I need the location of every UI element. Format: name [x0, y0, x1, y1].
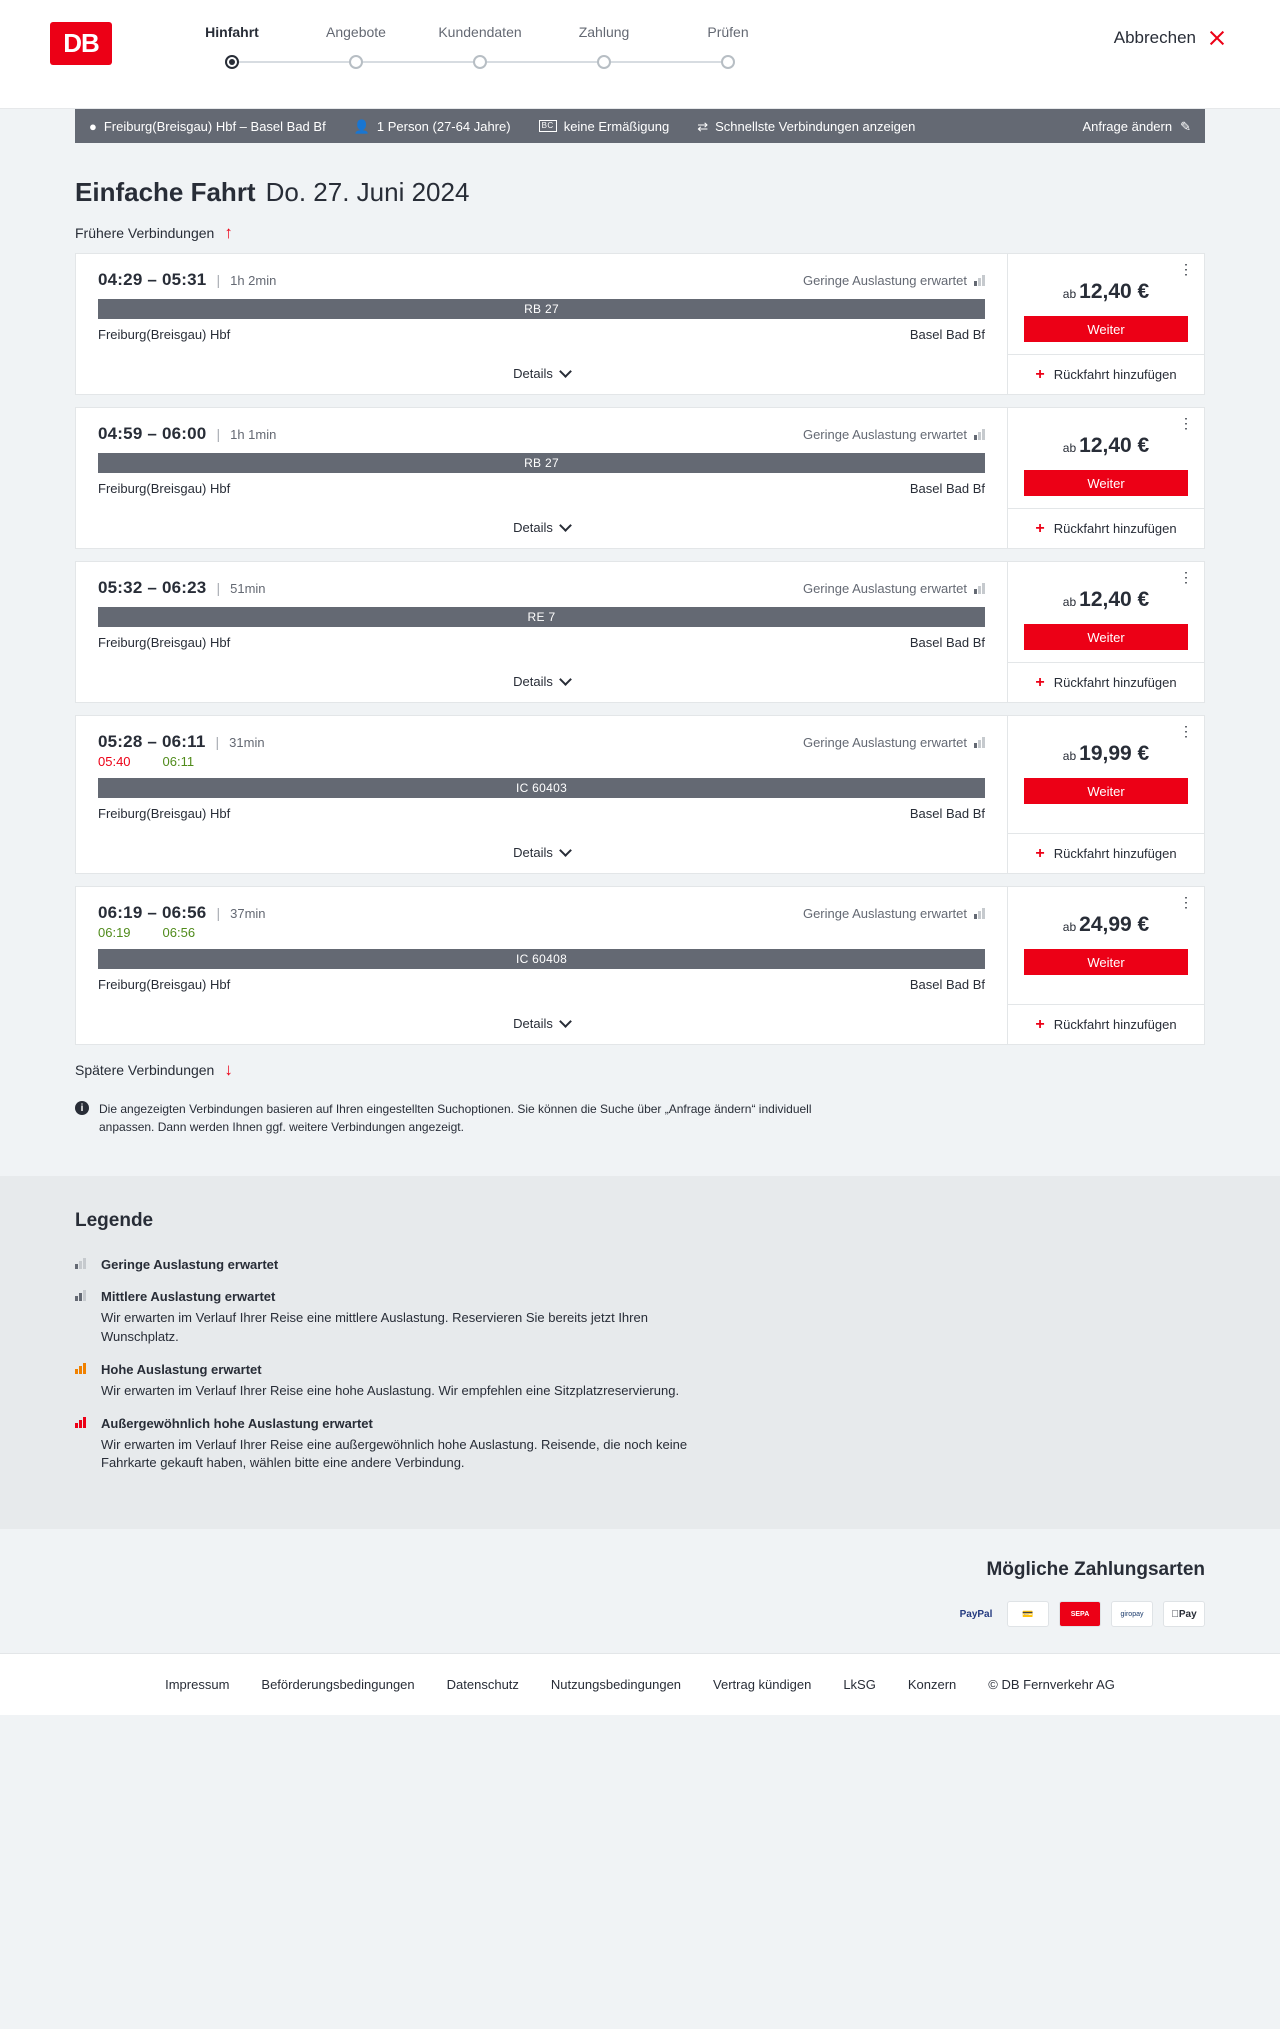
utilization-bars-icon — [974, 583, 985, 594]
legend-item-mid — [75, 1288, 1205, 1347]
chevron-down-icon — [559, 1015, 572, 1028]
plus-icon: + — [1035, 519, 1045, 537]
price — [1024, 913, 1188, 937]
step-dot-icon — [721, 55, 735, 69]
step-hinfahrt[interactable] — [170, 24, 294, 70]
connection-time: 05:32 – 06:23 — [98, 578, 207, 597]
legend-item-title: Hohe Auslastung erwartet — [101, 1361, 262, 1377]
connection-time: 04:59 – 06:00 — [98, 424, 207, 443]
delay-info — [98, 925, 985, 940]
edit-search-label: Anfrage ändern — [1082, 118, 1173, 134]
connection-actions — [1008, 716, 1204, 873]
details-label: Details — [513, 519, 553, 535]
details-toggle[interactable] — [98, 660, 985, 702]
giropay-icon — [1111, 1601, 1153, 1627]
destination-station: Basel Bad Bf — [909, 327, 985, 342]
chevron-down-icon — [559, 365, 572, 378]
price-prefix: ab — [1062, 441, 1077, 455]
db-logo: DB — [50, 22, 112, 65]
utilization-label: Geringe Auslastung erwartet — [802, 905, 967, 921]
continue-button[interactable]: Weiter — [1024, 778, 1188, 804]
step-kundendaten[interactable] — [418, 24, 542, 70]
legend-item-very-high — [75, 1415, 1205, 1474]
utilization-indicator — [803, 273, 985, 288]
origin-station: Freiburg(Breisgau) Hbf — [98, 806, 231, 821]
add-return-trip-button[interactable] — [1008, 354, 1204, 394]
utilization-bars-icon — [974, 275, 985, 286]
utilization-label: Geringe Auslastung erwartet — [802, 580, 967, 596]
add-return-trip-label: Rückfahrt hinzufügen — [1053, 675, 1177, 690]
connection-details — [76, 562, 1008, 702]
add-return-trip-button[interactable] — [1008, 1004, 1204, 1044]
connection-card[interactable] — [75, 561, 1205, 703]
arrow-up-icon: ↑ — [224, 223, 233, 242]
connection-details — [76, 408, 1008, 548]
step-angebote[interactable] — [294, 24, 418, 70]
actual-departure-time: 06:19 — [98, 925, 131, 940]
origin-station: Freiburg(Breisgau) Hbf — [98, 977, 231, 992]
divider: | — [215, 734, 220, 750]
more-options-icon[interactable]: ⋮ — [1179, 261, 1193, 277]
train-line-badge: IC 60403 — [98, 778, 985, 798]
train-line-badge: RE 7 — [98, 607, 985, 627]
add-return-trip-label: Rückfahrt hinzufügen — [1053, 846, 1177, 861]
legend-item-title: Mittlere Auslastung erwartet — [101, 1289, 276, 1304]
checkout-stepper — [170, 24, 790, 70]
price-prefix: ab — [1062, 920, 1077, 934]
connection-card[interactable] — [75, 715, 1205, 874]
more-options-icon[interactable]: ⋮ — [1179, 894, 1193, 910]
price-prefix: ab — [1062, 749, 1077, 763]
continue-button[interactable]: Weiter — [1024, 949, 1188, 975]
app-header — [0, 0, 1280, 109]
footer-link-befoerderungsbedingungen[interactable]: Beförderungsbedingungen — [261, 1677, 415, 1693]
search-hint-text: Die angezeigten Verbindungen basieren auf Ihren eingestellten Suchoptionen. Sie können die Suche über „Anfrage ändern“ individuell anpassen. Dann werden Ihnen ggf. weitere Verbindungen angezeigt. — [99, 1102, 812, 1134]
more-options-icon[interactable]: ⋮ — [1179, 569, 1193, 585]
connection-details — [76, 887, 1008, 1044]
plus-icon: + — [1035, 673, 1045, 691]
arrow-down-icon: ↓ — [224, 1060, 233, 1079]
paypal-icon: PayPal — [959, 1608, 993, 1620]
price-value: 12,40 € — [1079, 588, 1150, 611]
creditcard-icon: 💳 — [1007, 1601, 1049, 1627]
price-value: 12,40 € — [1079, 434, 1150, 457]
connection-actions — [1008, 408, 1204, 548]
add-return-trip-button[interactable] — [1008, 508, 1204, 548]
price — [1024, 434, 1188, 458]
divider: | — [216, 426, 221, 442]
destination-station: Basel Bad Bf — [909, 977, 985, 992]
edit-search-button[interactable] — [1082, 119, 1191, 134]
connection-duration: 37min — [230, 905, 266, 921]
legend-item-high — [75, 1361, 1205, 1401]
details-toggle[interactable] — [98, 506, 985, 548]
close-icon — [1208, 29, 1226, 47]
utilization-indicator — [803, 427, 985, 442]
continue-button[interactable]: Weiter — [1024, 624, 1188, 650]
utilization-label: Geringe Auslastung erwartet — [802, 426, 967, 442]
legend-section — [0, 1176, 1280, 1529]
utilization-bars-icon — [75, 1415, 91, 1474]
utilization-bars-icon — [75, 1361, 91, 1401]
utilization-bars-icon — [974, 737, 985, 748]
page-footer — [0, 1653, 1280, 1715]
connection-duration: 1h 2min — [230, 272, 277, 288]
destination-station: Basel Bad Bf — [909, 481, 985, 496]
origin-station: Freiburg(Breisgau) Hbf — [98, 481, 231, 496]
add-return-trip-button[interactable] — [1008, 833, 1204, 873]
utilization-label: Geringe Auslastung erwartet — [802, 734, 967, 750]
step-dot-icon — [225, 55, 239, 69]
actual-departure-time: 05:40 — [98, 754, 131, 769]
legend-item-desc: Wir erwarten im Verlauf Ihrer Reise eine hohe Auslastung. Wir empfehlen eine Sitzplatzreservierung. — [101, 1382, 680, 1398]
delay-info — [98, 754, 985, 769]
page-title — [75, 177, 1205, 208]
destination-station: Basel Bad Bf — [909, 635, 985, 650]
price — [1024, 588, 1188, 612]
plus-icon: + — [1035, 365, 1045, 383]
earlier-connections-label: Frühere Verbindungen — [75, 224, 215, 241]
actual-arrival-time: 06:11 — [162, 754, 195, 769]
connection-card[interactable] — [75, 886, 1205, 1045]
connection-details — [76, 716, 1008, 873]
divider: | — [216, 272, 221, 288]
step-zahlung[interactable] — [542, 24, 666, 70]
step-dot-icon — [473, 55, 487, 69]
more-options-icon[interactable]: ⋮ — [1179, 415, 1193, 431]
divider: | — [216, 580, 221, 596]
continue-button[interactable]: Weiter — [1024, 316, 1188, 342]
connection-details — [76, 254, 1008, 394]
step-label: Prüfen — [707, 24, 749, 40]
details-toggle[interactable] — [98, 352, 985, 394]
origin-station: Freiburg(Breisgau) Hbf — [98, 327, 231, 342]
divider: | — [216, 905, 221, 921]
person-icon: 👤 — [353, 118, 370, 134]
step-label: Hinfahrt — [205, 24, 259, 40]
location-pin-icon: ● — [89, 118, 97, 134]
plus-icon: + — [1035, 844, 1045, 862]
destination-station: Basel Bad Bf — [909, 806, 985, 821]
details-toggle[interactable] — [98, 831, 985, 873]
connection-time: 05:28 – 06:11 — [98, 732, 206, 751]
legend-item-title: Außergewöhnlich hohe Auslastung erwartet — [101, 1415, 373, 1431]
legend-item-low — [75, 1256, 1205, 1274]
utilization-bars-icon — [974, 908, 985, 919]
plus-icon: + — [1035, 1015, 1045, 1033]
footer-link-impressum[interactable]: Impressum — [165, 1677, 230, 1693]
step-label: Kundendaten — [438, 24, 522, 40]
page-title-type: Einfache Fahrt — [75, 177, 256, 207]
utilization-bars-icon — [75, 1288, 91, 1347]
copyright: © DB Fernverkehr AG — [988, 1677, 1115, 1693]
connection-actions — [1008, 562, 1204, 702]
step-label: Zahlung — [578, 24, 630, 40]
summary-discount-text: keine Ermäßigung — [563, 118, 670, 134]
train-line-badge: RB 27 — [98, 453, 985, 473]
switch-arrows-icon: ⇄ — [697, 118, 709, 134]
add-return-trip-label: Rückfahrt hinzufügen — [1053, 521, 1177, 536]
sepa-icon: SEPA — [1059, 1601, 1101, 1627]
chevron-down-icon — [559, 844, 572, 857]
payment-methods-section — [0, 1529, 1280, 1653]
later-connections-label: Spätere Verbindungen — [75, 1061, 215, 1078]
payment-methods-title: Mögliche Zahlungsarten — [986, 1559, 1205, 1581]
origin-station: Freiburg(Breisgau) Hbf — [98, 635, 231, 650]
footer-link-nutzungsbedingungen[interactable]: Nutzungsbedingungen — [550, 1677, 682, 1693]
legend-item-title: Geringe Auslastung erwartet — [101, 1257, 279, 1272]
utilization-bars-icon — [75, 1256, 91, 1274]
connection-duration: 51min — [230, 580, 266, 596]
summary-option-text: Schnellste Verbindungen anzeigen — [715, 118, 916, 134]
pencil-icon: ✎ — [1180, 118, 1191, 134]
summary-passengers — [354, 119, 511, 134]
price — [1024, 280, 1188, 304]
footer-link-vertrag-kuendigen[interactable]: Vertrag kündigen — [713, 1677, 812, 1693]
price-prefix: ab — [1062, 287, 1077, 301]
details-label: Details — [513, 844, 553, 860]
price-prefix: ab — [1062, 595, 1077, 609]
search-hint — [75, 1100, 835, 1136]
connection-duration: 1h 1min — [230, 426, 277, 442]
utilization-indicator — [803, 581, 985, 596]
summary-option — [697, 119, 915, 134]
results-main — [75, 143, 1205, 1176]
utilization-label: Geringe Auslastung erwartet — [802, 272, 967, 288]
more-options-icon[interactable]: ⋮ — [1179, 723, 1193, 739]
add-return-trip-label: Rückfahrt hinzufügen — [1053, 367, 1177, 382]
footer-link-konzern[interactable]: Konzern — [907, 1677, 957, 1693]
utilization-indicator — [803, 906, 985, 921]
step-pruefen[interactable] — [666, 24, 790, 70]
chevron-down-icon — [559, 519, 572, 532]
details-label: Details — [513, 673, 553, 689]
actual-arrival-time: 06:56 — [162, 925, 196, 940]
price-value: 19,99 € — [1079, 742, 1150, 765]
price-value: 12,40 € — [1079, 280, 1150, 303]
step-label: Angebote — [326, 24, 386, 40]
info-icon: i — [75, 1101, 89, 1115]
connection-actions — [1008, 887, 1204, 1044]
connection-time: 04:29 – 05:31 — [98, 270, 207, 289]
earlier-connections-button[interactable] — [75, 224, 1205, 241]
cancel-label: Abbrechen — [1113, 28, 1196, 47]
connection-actions — [1008, 254, 1204, 394]
add-return-trip-button[interactable] — [1008, 662, 1204, 702]
continue-button[interactable]: Weiter — [1024, 470, 1188, 496]
train-line-badge: IC 60408 — [98, 949, 985, 969]
legend-item-desc: Wir erwarten im Verlauf Ihrer Reise eine mittlere Auslastung. Reservieren Sie bereits jetzt Ihren Wunschplatz. — [101, 1310, 648, 1344]
cancel-button[interactable] — [1114, 28, 1226, 48]
footer-link-datenschutz[interactable]: Datenschutz — [446, 1677, 519, 1693]
connection-time: 06:19 – 06:56 — [98, 903, 207, 922]
footer-link-lksg[interactable]: LkSG — [843, 1677, 876, 1693]
summary-route — [89, 119, 326, 134]
summary-route-text: Freiburg(Breisgau) Hbf – Basel Bad Bf — [103, 118, 326, 134]
details-toggle[interactable] — [98, 1002, 985, 1044]
search-summary-bar — [75, 109, 1205, 143]
details-label: Details — [513, 365, 553, 381]
step-dot-icon — [597, 55, 611, 69]
chevron-down-icon — [559, 673, 572, 686]
bahncard-icon: BC — [539, 120, 557, 132]
giropay-label: giropay — [1120, 1610, 1144, 1618]
utilization-bars-icon — [974, 429, 985, 440]
add-return-trip-label: Rückfahrt hinzufügen — [1053, 1017, 1177, 1032]
step-dot-icon — [349, 55, 363, 69]
page-title-date: Do. 27. Juni 2024 — [265, 177, 470, 207]
utilization-indicator — [803, 735, 985, 750]
connection-duration: 31min — [229, 734, 265, 750]
details-label: Details — [513, 1015, 553, 1031]
apple-pay-icon: Pay — [1163, 1601, 1205, 1627]
legend-item-desc: Wir erwarten im Verlauf Ihrer Reise eine außergewöhnlich hohe Auslastung. Reisende, die noch keine Fahrkarte gekauft haben, wählen bitte eine andere Verbindung. — [101, 1436, 688, 1471]
summary-discount — [539, 119, 670, 134]
train-line-badge: RB 27 — [98, 299, 985, 319]
connection-card[interactable] — [75, 253, 1205, 395]
price-value: 24,99 € — [1079, 913, 1150, 936]
later-connections-button[interactable] — [75, 1061, 1205, 1078]
legend-title: Legende — [75, 1210, 154, 1231]
connection-card[interactable] — [75, 407, 1205, 549]
summary-passengers-text: 1 Person (27-64 Jahre) — [376, 118, 511, 134]
price — [1024, 742, 1188, 766]
